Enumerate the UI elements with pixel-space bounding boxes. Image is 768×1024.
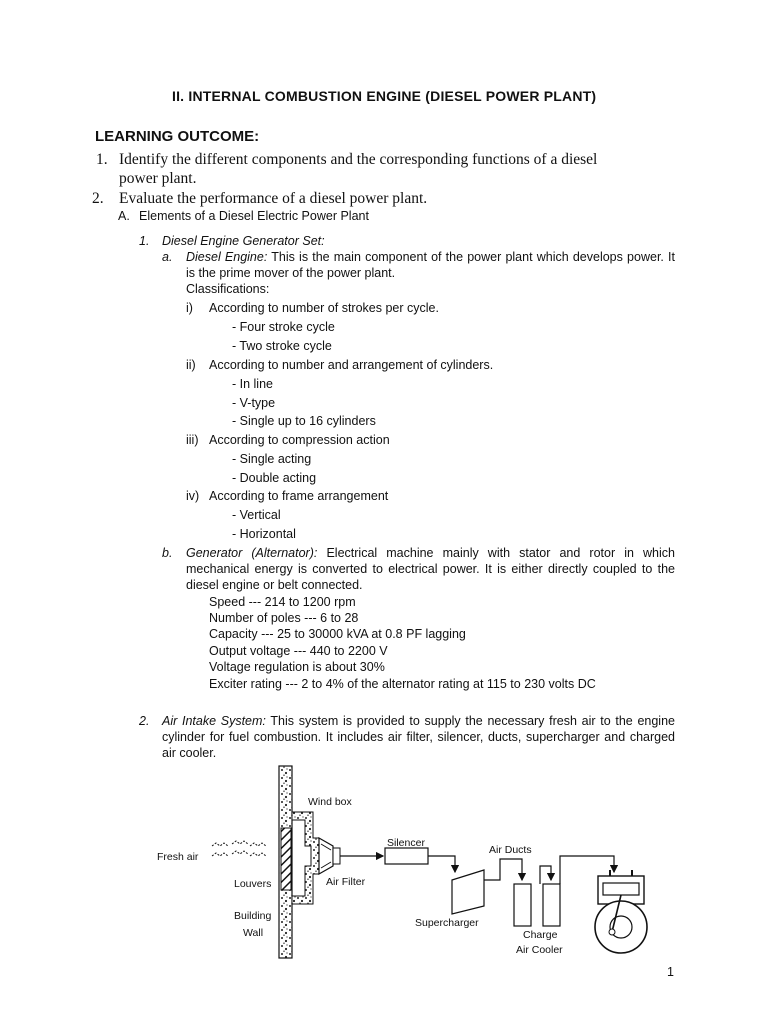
silencer (385, 848, 428, 864)
list-item: - In line (232, 377, 273, 391)
wall-label: Wall (243, 927, 264, 939)
group-iii-number: iii) (186, 433, 199, 447)
list-item: - Vertical (232, 508, 281, 522)
group-i-text: According to number of strokes per cycle. (209, 301, 439, 315)
spec-voltage-regulation: Voltage regulation is about 30% (209, 660, 385, 674)
diesel-engine-text: This is the main component of the power plant which develops power. It is the prime mover of the power plant. (186, 250, 676, 280)
list-item: - Horizontal (232, 527, 296, 541)
group-iv-number: iv) (186, 489, 200, 503)
outcome-2-text: Evaluate the performance of a diesel power plant. (119, 190, 428, 207)
engine (595, 870, 647, 953)
wind-box (292, 812, 319, 904)
outcome-2-number: 2. (92, 190, 104, 207)
outcome-1-text: Identify the different components and the corresponding functions of a diesel (119, 151, 598, 168)
classifications-label: Classifications: (186, 282, 270, 296)
learning-outcome-heading: LEARNING OUTCOME: (95, 128, 260, 145)
louvers-label: Louvers (234, 878, 272, 890)
list-item: - Single acting (232, 452, 312, 466)
charge-label: Charge (523, 929, 558, 941)
group-ii-text: According to number and arrangement of cylinders. (209, 358, 494, 372)
item-1-number: 1. (139, 234, 150, 248)
spec-capacity: Capacity --- 25 to 30000 kVA at 0.8 PF lagging (209, 627, 466, 641)
page-number: 1 (667, 965, 674, 979)
list-item: - Two stroke cycle (232, 339, 332, 353)
list-item: - Single up to 16 cylinders (232, 414, 376, 428)
silencer-label: Silencer (387, 837, 425, 849)
air-cooler-label: Air Cooler (516, 944, 563, 956)
supercharger-label: Supercharger (415, 917, 479, 929)
air-filter-label: Air Filter (326, 876, 366, 888)
generator-text: Electrical machine mainly with stator and rotor in which mechanical energy is converted to electrical power. It is either directly coupled to the diesel engine or belt connected. (186, 546, 675, 592)
louvers (281, 828, 291, 890)
spec-speed: Speed --- 214 to 1200 rpm (209, 595, 356, 609)
list-item: - Double acting (232, 471, 317, 485)
building-label: Building (234, 910, 272, 922)
fresh-air-arrows (212, 841, 266, 856)
generator-label: Generator (Alternator): (186, 546, 318, 560)
spec-poles: Number of poles --- 6 to 28 (209, 611, 359, 625)
section-a-letter: A. (118, 209, 130, 223)
list-item: - Four stroke cycle (232, 320, 335, 334)
section-a-heading: Elements of a Diesel Electric Power Plant (139, 209, 369, 223)
item-1a-letter: a. (162, 250, 173, 264)
item-1-label: Diesel Engine Generator Set: (162, 234, 325, 248)
spec-output-voltage: Output voltage --- 440 to 2200 V (209, 644, 388, 658)
air-filter (319, 838, 333, 874)
outcome-1-number: 1. (96, 151, 108, 168)
wind-box-label: Wind box (308, 796, 352, 808)
supercharger (452, 870, 484, 914)
item-2-number: 2. (139, 714, 150, 728)
page-title: II. INTERNAL COMBUSTION ENGINE (DIESEL POWER PLANT) (172, 88, 597, 104)
group-iv-text: According to frame arrangement (209, 489, 389, 503)
air-intake-label: Air Intake System: (162, 714, 266, 728)
group-ii-number: ii) (186, 358, 196, 372)
air-intake-text: This system is provided to supply the necessary fresh air to the engine cylinder for fuel combustion. It includes air filter, silencer, ducts, supercharger and charged air cooler. (162, 714, 675, 760)
charge-air-cooler-1 (514, 884, 531, 926)
charge-air-cooler-2 (543, 884, 560, 926)
group-iii-text: According to compression action (209, 433, 390, 447)
outcome-1-text-cont: power plant. (119, 170, 197, 187)
air-ducts-label: Air Ducts (489, 844, 532, 856)
diesel-engine-label: Diesel Engine: (186, 250, 268, 264)
item-1b-letter: b. (162, 546, 173, 560)
list-item: - V-type (232, 396, 276, 410)
group-i-number: i) (186, 301, 193, 315)
fresh-air-label: Fresh air (157, 851, 199, 863)
spec-exciter-rating: Exciter rating --- 2 to 4% of the alternator rating at 115 to 230 volts DC (209, 677, 596, 691)
